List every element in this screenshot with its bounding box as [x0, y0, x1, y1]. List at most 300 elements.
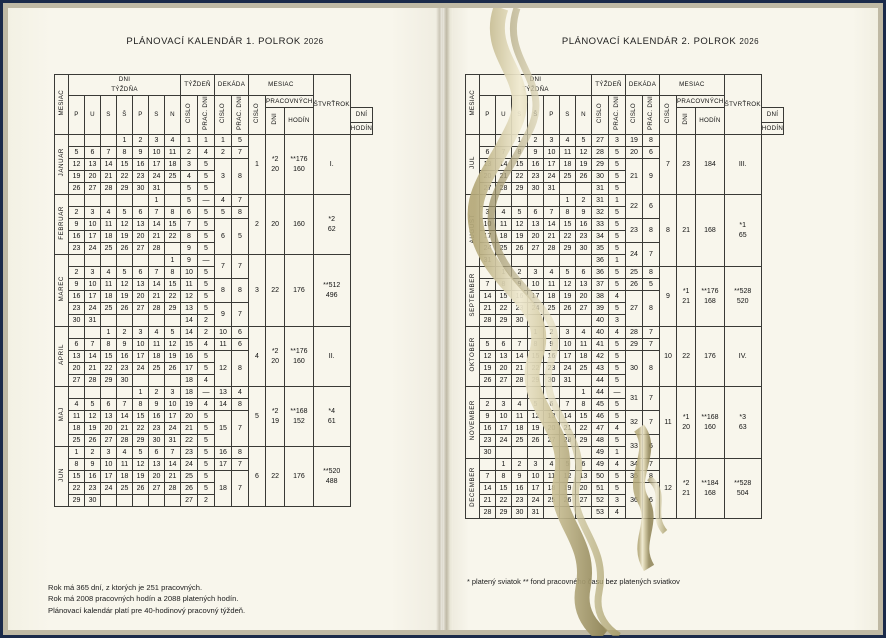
month-name: MÁJ: [55, 387, 69, 447]
day-cell: 27: [101, 435, 117, 447]
decade-number: 28: [626, 327, 643, 339]
week-workdays: 4: [609, 459, 626, 471]
day-cell: 1: [496, 459, 512, 471]
day-cell: 17: [544, 159, 560, 171]
week-workdays: 5: [198, 483, 215, 495]
week-number: 36: [592, 255, 609, 267]
decade-workdays: 6: [643, 147, 660, 159]
day-cell: [544, 195, 560, 207]
day-cell: [528, 387, 544, 399]
day-cell: 27: [133, 303, 149, 315]
day-cell: 20: [576, 483, 592, 495]
week-number: 16: [181, 351, 198, 363]
week-workdays: 5: [609, 231, 626, 243]
day-cell: 22: [528, 363, 544, 375]
day-cell: 8: [512, 147, 528, 159]
day-cell: 3: [528, 267, 544, 279]
day-cell: 3: [85, 207, 101, 219]
week-number: 11: [181, 279, 198, 291]
day-cell: 21: [544, 231, 560, 243]
day-cell: [85, 387, 101, 399]
day-cell: [117, 195, 133, 207]
day-cell: 20: [496, 363, 512, 375]
day-cell: 2: [512, 267, 528, 279]
day-cell: 2: [85, 447, 101, 459]
day-cell: 22: [165, 231, 181, 243]
header-working: PRACOVNÝCH: [266, 96, 314, 108]
header-month-group: MESIAC: [249, 75, 314, 96]
week-workdays: 5: [609, 171, 626, 183]
day-cell: 31: [544, 183, 560, 195]
day-cell: [560, 183, 576, 195]
day-cell: [69, 135, 85, 147]
decade-number: 17: [215, 459, 232, 471]
day-cell: 2: [133, 135, 149, 147]
day-cell: 5: [133, 447, 149, 459]
day-cell: 4: [544, 267, 560, 279]
day-cell: 29: [496, 315, 512, 327]
day-cell: 14: [149, 219, 165, 231]
week-workdays: 5: [609, 399, 626, 411]
day-cell: 19: [69, 171, 85, 183]
table-row: [466, 267, 784, 279]
day-cell: 11: [496, 219, 512, 231]
decade-workdays: 5: [643, 279, 660, 291]
decade-number: 6: [215, 219, 232, 255]
day-cell: 30: [149, 435, 165, 447]
day-cell: 26: [512, 243, 528, 255]
day-cell: 3: [101, 447, 117, 459]
decade-number: 25: [626, 267, 643, 279]
day-cell: [480, 387, 496, 399]
decade-number: 32: [626, 411, 643, 435]
day-cell: 4: [544, 459, 560, 471]
week-number: 44: [592, 375, 609, 387]
day-cell: 11: [544, 279, 560, 291]
day-cell: 17: [528, 291, 544, 303]
header-row-1: [466, 75, 784, 96]
month-name: JANUÁR: [55, 135, 69, 195]
day-cell: 25: [101, 243, 117, 255]
day-cell: [85, 255, 101, 267]
day-cell: 10: [149, 147, 165, 159]
day-cell: [560, 507, 576, 519]
day-cell: 28: [544, 243, 560, 255]
week-workdays: 1: [609, 447, 626, 459]
day-cell: 16: [69, 231, 85, 243]
day-cell: [149, 495, 165, 507]
month-name: JÚL: [466, 135, 480, 195]
week-workdays: 5: [609, 363, 626, 375]
header-hours-2: HODÍN: [350, 123, 372, 135]
day-cell: 17: [133, 351, 149, 363]
day-cell: 19: [117, 291, 133, 303]
month-workhours: **176 168: [696, 267, 724, 327]
day-cell: [85, 327, 101, 339]
day-cell: 1: [165, 255, 181, 267]
week-workdays: 4: [198, 339, 215, 351]
day-cell: 10: [480, 219, 496, 231]
header-row-1: [55, 75, 373, 96]
week-workdays: 1: [609, 255, 626, 267]
right-page-title: [443, 36, 878, 47]
day-cell: 31: [165, 435, 181, 447]
week-number: 52: [592, 495, 609, 507]
day-cell: 4: [576, 327, 592, 339]
day-cell: 26: [528, 435, 544, 447]
week-workdays: —: [198, 255, 215, 267]
header-month: MESIAC: [466, 75, 480, 135]
week-number: 43: [592, 363, 609, 375]
day-cell: 14: [480, 483, 496, 495]
day-cell: 29: [528, 375, 544, 387]
week-workdays: —: [198, 387, 215, 399]
day-cell: 23: [69, 243, 85, 255]
day-cell: 6: [133, 207, 149, 219]
day-cell: 13: [133, 219, 149, 231]
quarter-cell: IV.: [724, 327, 761, 387]
week-workdays: 5: [609, 471, 626, 483]
day-cell: [512, 387, 528, 399]
header-decade-number: ČÍSLO: [215, 96, 232, 135]
header-dow-3: Š: [117, 96, 133, 135]
day-cell: 4: [560, 135, 576, 147]
day-cell: [512, 255, 528, 267]
header-week: TÝŽDEŇ: [592, 75, 626, 96]
decade-workdays: 7: [643, 243, 660, 267]
day-cell: 6: [149, 447, 165, 459]
month-name: SEPTEMBER: [466, 267, 480, 327]
day-cell: 16: [544, 351, 560, 363]
day-cell: 28: [101, 183, 117, 195]
day-cell: 12: [69, 159, 85, 171]
decade-workdays: 7: [232, 303, 249, 327]
week-workdays: —: [609, 387, 626, 399]
day-cell: 27: [576, 303, 592, 315]
day-cell: [69, 195, 85, 207]
day-cell: 11: [512, 411, 528, 423]
day-cell: [544, 387, 560, 399]
day-cell: [149, 315, 165, 327]
day-cell: 14: [149, 279, 165, 291]
month-name: JÚN: [55, 447, 69, 507]
week-number: 21: [181, 423, 198, 435]
decade-workdays: 8: [643, 219, 660, 243]
header-weekdays: DNI TÝŽDŇA: [480, 75, 592, 96]
week-workdays: 5: [198, 423, 215, 435]
decade-number: 15: [215, 411, 232, 447]
week-workdays: 4: [609, 423, 626, 435]
header-decade-number: ČÍSLO: [626, 96, 643, 135]
week-workdays: 5: [609, 279, 626, 291]
day-cell: [101, 195, 117, 207]
footnote-legend: * platený sviatok ** fond pracovného času bez platených sviatkov: [467, 577, 680, 586]
footnote-3: Plánovací kalendár platí pre 40-hodinový pracovný týždeň.: [48, 605, 246, 615]
day-cell: [576, 255, 592, 267]
day-cell: 22: [165, 291, 181, 303]
day-cell: [117, 387, 133, 399]
day-cell: 5: [480, 339, 496, 351]
decade-number: 27: [626, 291, 643, 327]
header-week-number: ČÍSLO: [592, 96, 609, 135]
day-cell: 12: [480, 351, 496, 363]
day-cell: [496, 447, 512, 459]
day-cell: 23: [528, 171, 544, 183]
right-calendar-table: [465, 74, 784, 519]
day-cell: [528, 315, 544, 327]
day-cell: 13: [544, 411, 560, 423]
day-cell: 14: [480, 291, 496, 303]
right-leaf: [443, 8, 878, 630]
day-cell: 20: [480, 171, 496, 183]
day-cell: [576, 375, 592, 387]
day-cell: 30: [576, 243, 592, 255]
month-workhours: **176 160: [285, 327, 313, 387]
week-workdays: 5: [609, 159, 626, 171]
day-cell: 19: [512, 231, 528, 243]
decade-workdays: 8: [232, 399, 249, 411]
day-cell: 24: [528, 495, 544, 507]
day-cell: 1: [69, 447, 85, 459]
day-cell: 17: [480, 231, 496, 243]
week-number: 27: [592, 135, 609, 147]
day-cell: 5: [512, 207, 528, 219]
day-cell: 25: [149, 363, 165, 375]
day-cell: 28: [480, 507, 496, 519]
decade-workdays: 7: [232, 195, 249, 207]
day-cell: 31: [560, 375, 576, 387]
month-workhours: 176: [696, 327, 724, 387]
day-cell: [101, 255, 117, 267]
day-cell: 17: [101, 471, 117, 483]
week-workdays: 5: [198, 291, 215, 303]
day-cell: 30: [480, 447, 496, 459]
week-number: 48: [592, 435, 609, 447]
day-cell: [133, 195, 149, 207]
day-cell: 20: [544, 423, 560, 435]
day-cell: 25: [512, 435, 528, 447]
decade-number: 33: [626, 435, 643, 459]
week-workdays: 5: [609, 483, 626, 495]
month-workhours: 160: [285, 195, 313, 255]
month-number: 2: [249, 195, 266, 255]
day-cell: 30: [512, 315, 528, 327]
day-cell: 7: [117, 399, 133, 411]
day-cell: 29: [117, 183, 133, 195]
day-cell: [133, 315, 149, 327]
decade-workdays: 8: [643, 135, 660, 147]
table-row: [55, 135, 373, 147]
day-cell: 1: [528, 327, 544, 339]
day-cell: 9: [512, 471, 528, 483]
day-cell: 7: [101, 147, 117, 159]
day-cell: 2: [117, 327, 133, 339]
decade-number: 2: [215, 147, 232, 159]
header-quarter: ŠTVRŤROK: [313, 75, 350, 135]
day-cell: 21: [149, 291, 165, 303]
day-cell: 11: [560, 147, 576, 159]
quarter-cell: **528 520: [724, 267, 761, 327]
decade-number: 10: [215, 327, 232, 339]
day-cell: 4: [496, 207, 512, 219]
day-cell: 6: [101, 399, 117, 411]
day-cell: 24: [480, 243, 496, 255]
day-cell: 18: [560, 159, 576, 171]
day-cell: [544, 315, 560, 327]
day-cell: 17: [85, 231, 101, 243]
day-cell: 23: [544, 363, 560, 375]
decade-workdays: 7: [643, 327, 660, 339]
week-workdays: 3: [609, 315, 626, 327]
day-cell: 2: [69, 207, 85, 219]
day-cell: 3: [544, 135, 560, 147]
day-cell: 9: [69, 219, 85, 231]
quarter-cell: *4 61: [313, 387, 350, 447]
day-cell: 21: [101, 171, 117, 183]
month-workdays: 23: [677, 135, 696, 195]
day-cell: 23: [69, 303, 85, 315]
day-cell: 24: [101, 483, 117, 495]
day-cell: 23: [512, 495, 528, 507]
day-cell: 13: [480, 159, 496, 171]
day-cell: 22: [101, 363, 117, 375]
month-workhours: **184 168: [696, 459, 724, 519]
quarter-cell: I.: [313, 135, 350, 195]
day-cell: 15: [528, 351, 544, 363]
day-cell: [69, 255, 85, 267]
day-cell: 16: [480, 423, 496, 435]
week-workdays: 4: [609, 507, 626, 519]
week-number: 44: [592, 387, 609, 399]
header-week-workdays: PRAC. DNI: [198, 96, 215, 135]
day-cell: 31: [528, 507, 544, 519]
day-cell: 21: [560, 423, 576, 435]
day-cell: [544, 507, 560, 519]
week-number: 32: [592, 207, 609, 219]
header-dow-6: N: [576, 96, 592, 135]
header-days-2: DNÍ: [761, 108, 783, 123]
day-cell: 18: [544, 291, 560, 303]
day-cell: 27: [496, 375, 512, 387]
day-cell: 24: [544, 171, 560, 183]
day-cell: [165, 495, 181, 507]
day-cell: 21: [480, 495, 496, 507]
week-number: 49: [592, 447, 609, 459]
day-cell: [165, 243, 181, 255]
day-cell: 2: [576, 195, 592, 207]
footnote-1: Rok má 365 dní, z ktorých je 251 pracovných.: [48, 582, 203, 592]
right-title-year: 2026: [739, 37, 760, 46]
day-cell: 12: [576, 147, 592, 159]
day-cell: 8: [165, 267, 181, 279]
decade-number: 13: [215, 387, 232, 399]
day-cell: 6: [576, 267, 592, 279]
left-title-year: 2026: [303, 37, 324, 46]
week-workdays: 1: [609, 195, 626, 207]
day-cell: 22: [133, 423, 149, 435]
week-number: 37: [592, 279, 609, 291]
week-workdays: 5: [609, 147, 626, 159]
day-cell: [133, 495, 149, 507]
table-row: [466, 135, 784, 147]
month-number: 11: [660, 387, 677, 459]
week-number: 14: [181, 315, 198, 327]
decade-workdays: 9: [643, 159, 660, 195]
month-workdays: *1 21: [677, 267, 696, 327]
week-number: 24: [181, 459, 198, 471]
day-cell: 18: [101, 291, 117, 303]
decade-number: 21: [626, 159, 643, 195]
day-cell: [117, 255, 133, 267]
left-calendar-table: [54, 74, 373, 507]
day-cell: 7: [560, 399, 576, 411]
day-cell: 5: [576, 135, 592, 147]
day-cell: 13: [133, 279, 149, 291]
day-cell: 25: [69, 435, 85, 447]
day-cell: [117, 495, 133, 507]
day-cell: 6: [496, 339, 512, 351]
month-number: 8: [660, 195, 677, 267]
week-workdays: 5: [609, 435, 626, 447]
day-cell: 17: [85, 291, 101, 303]
day-cell: 13: [528, 219, 544, 231]
week-workdays: 5: [198, 363, 215, 375]
day-cell: [528, 195, 544, 207]
day-cell: [101, 495, 117, 507]
header-hours: HODÍN: [696, 108, 724, 135]
week-number: 6: [181, 207, 198, 219]
day-cell: 19: [133, 471, 149, 483]
week-workdays: 5: [198, 219, 215, 231]
decade-workdays: 6: [232, 327, 249, 339]
week-workdays: 5: [609, 219, 626, 231]
day-cell: 27: [528, 243, 544, 255]
day-cell: [480, 327, 496, 339]
day-cell: 1: [149, 195, 165, 207]
day-cell: 5: [85, 399, 101, 411]
table-row: [55, 447, 373, 459]
day-cell: 24: [528, 303, 544, 315]
day-cell: 8: [528, 339, 544, 351]
day-cell: 16: [512, 483, 528, 495]
week-workdays: 5: [198, 279, 215, 291]
month-workdays: 22: [266, 255, 285, 327]
quarter-cell: **528 504: [724, 459, 761, 519]
week-number: 46: [592, 411, 609, 423]
week-number: 41: [592, 339, 609, 351]
header-dow-5: S: [560, 96, 576, 135]
header-week-workdays: PRAC. DNI: [609, 96, 626, 135]
day-cell: 13: [496, 351, 512, 363]
day-cell: 29: [69, 495, 85, 507]
day-cell: 4: [101, 267, 117, 279]
day-cell: 24: [85, 243, 101, 255]
day-cell: 21: [496, 171, 512, 183]
month-number: 10: [660, 327, 677, 387]
decade-number: 9: [215, 303, 232, 327]
header-dow-4: P: [544, 96, 560, 135]
decade-workdays: 7: [232, 471, 249, 507]
quarter-cell: II.: [313, 327, 350, 387]
day-cell: 19: [117, 231, 133, 243]
day-cell: 15: [69, 471, 85, 483]
day-cell: 9: [512, 279, 528, 291]
decade-number: 22: [626, 195, 643, 219]
day-cell: 1: [576, 387, 592, 399]
week-number: 19: [181, 399, 198, 411]
month-number: 12: [660, 459, 677, 519]
day-cell: 6: [85, 147, 101, 159]
